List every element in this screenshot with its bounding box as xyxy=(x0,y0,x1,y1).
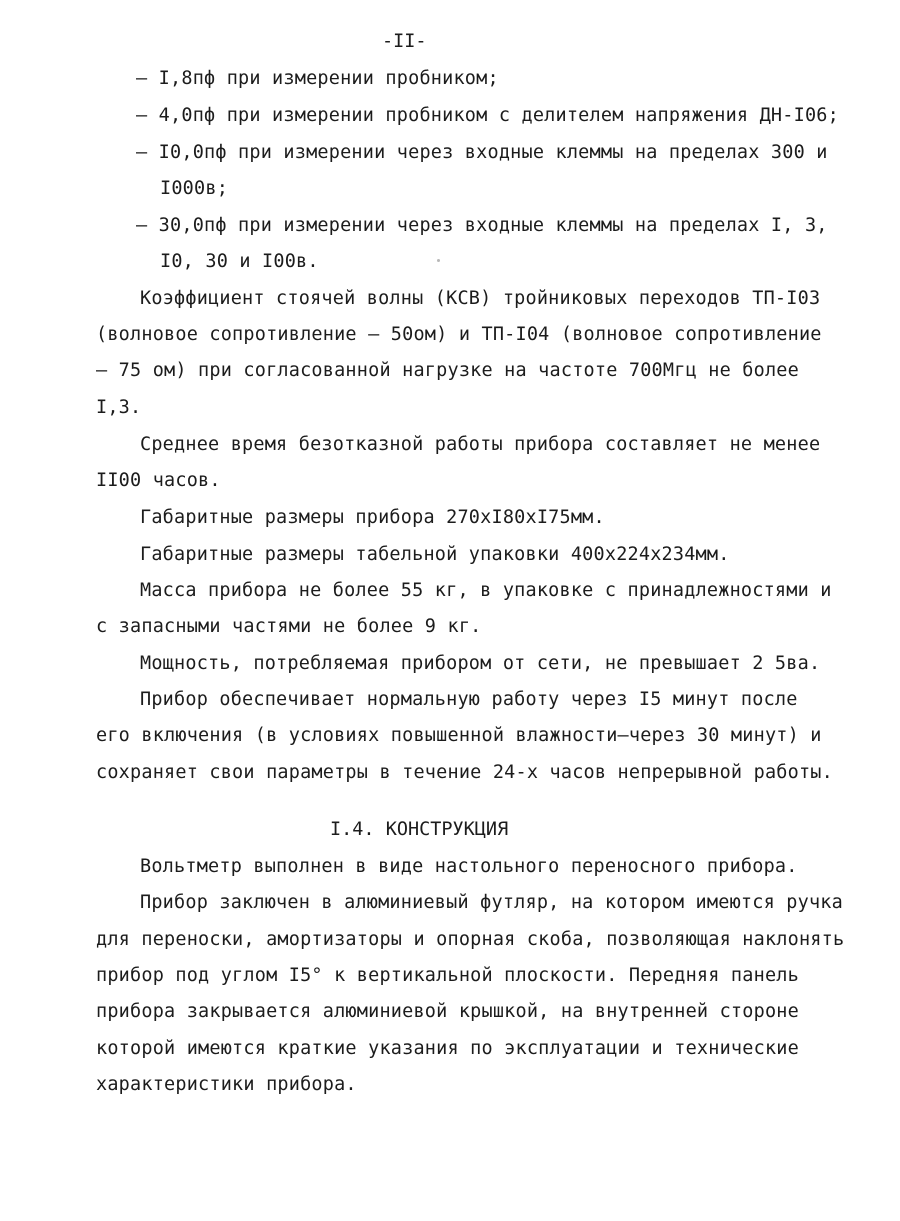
text-line: – 75 ом) при согласованной нагрузке на частоте 700Мгц не более xyxy=(96,360,799,381)
text-line: – 4,0пф при измерении пробником с делителем напряжения ДН-I06; xyxy=(136,105,839,126)
text-line: характеристики прибора. xyxy=(96,1074,357,1095)
text-line: Мощность, потребляемая прибором от сети, не превышает 2 5ва. xyxy=(140,653,821,674)
text-line: I0, 30 и I00в. xyxy=(160,251,319,272)
text-line: II00 часов. xyxy=(96,470,221,491)
page-number: -II- xyxy=(382,31,427,52)
text-line: Вольтметр выполнен в виде настольного переносного прибора. xyxy=(140,856,798,877)
text-line: для переноски, амортизаторы и опорная скоба, позволяющая наклонять xyxy=(96,929,845,950)
text-line: I000в; xyxy=(160,178,229,199)
text-line: I,3. xyxy=(96,397,142,418)
text-line: (волновое сопротивление – 50ом) и ТП-I04 (волновое сопротивление xyxy=(96,324,822,345)
text-line: Прибор обеспечивает нормальную работу через I5 минут после xyxy=(140,689,798,710)
text-line: Масса прибора не более 55 кг, в упаковке с принадлежностями и xyxy=(140,580,832,601)
section-title: I.4. КОНСТРУКЦИЯ xyxy=(330,819,509,840)
text-line: – I,8пф при измерении пробником; xyxy=(136,68,499,89)
text-line: Коэффициент стоячей волны (КСВ) тройниковых переходов ТП-I03 xyxy=(140,288,821,309)
text-line: Прибор заключен в алюминиевый футляр, на котором имеются ручка xyxy=(140,892,843,913)
text-line: с запасными частями не более 9 кг. xyxy=(96,616,482,637)
text-line: – 30,0пф при измерении через входные клеммы на пределах I, 3, xyxy=(136,215,828,236)
text-line: которой имеются краткие указания по эксплуатации и технические xyxy=(96,1038,799,1059)
scan-speck xyxy=(437,259,440,262)
text-line: сохраняет свои параметры в течение 24-х часов непрерывной работы. xyxy=(96,762,833,783)
text-line: Габаритные размеры прибора 270хI80хI75мм. xyxy=(140,507,605,528)
text-line: Среднее время безотказной работы прибора составляет не менее xyxy=(140,434,821,455)
text-line: его включения (в условиях повышенной влажности–через 30 минут) и xyxy=(96,725,822,746)
text-line: Габаритные размеры табельной упаковки 400х224х234мм. xyxy=(140,544,730,565)
text-line: прибора закрывается алюминиевой крышкой, на внутренней стороне xyxy=(96,1001,799,1022)
text-line: – I0,0пф при измерении через входные клеммы на пределах 300 и xyxy=(136,142,828,163)
text-line: прибор под углом I5° к вертикальной плоскости. Передняя панель xyxy=(96,965,799,986)
